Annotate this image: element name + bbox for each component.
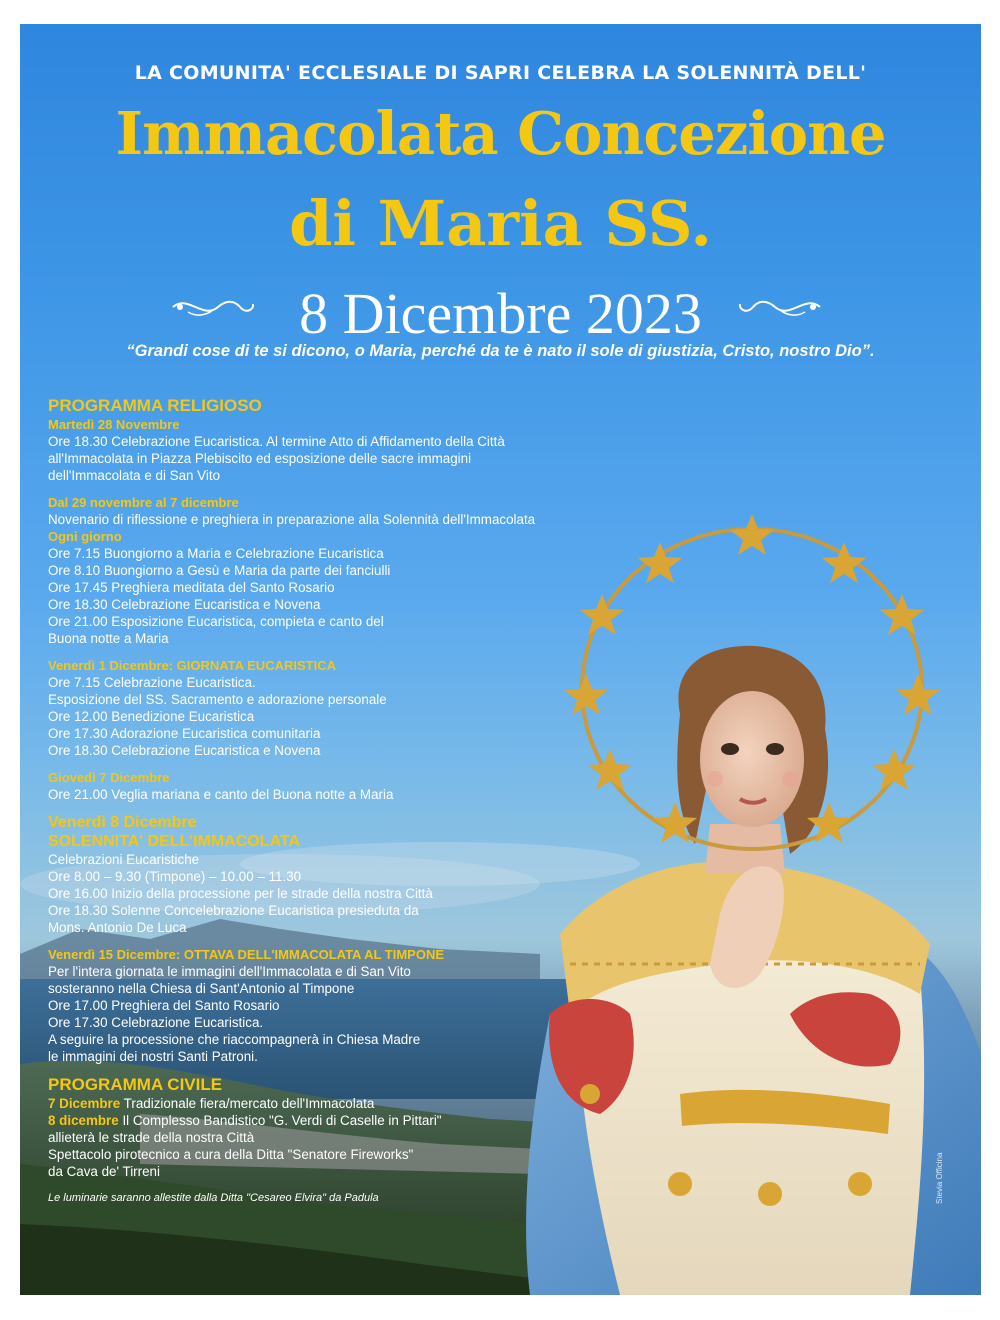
civil-text: Tradizionale fiera/mercato dell'Immacolata [120,1096,375,1111]
program-line: sosteranno nella Chiesa di Sant'Antonio al Timpone [48,981,355,996]
program-line: Buona notte a Maria [48,631,169,646]
devotional-quote: “Grandi cose di te si dicono, o Maria, perché da te è nato il sole di giustizia, Cristo, nostro Dio”. [126,342,875,360]
program-line: Ore 17.45 Preghiera meditata del Santo Rosario [48,580,335,595]
program-line: Per l'intera giornata le immagini dell'Immacolata e di San Vito [48,964,411,979]
program-line: Ore 18.30 Celebrazione Eucaristica e Novena [48,597,321,612]
program-line: da Cava de' Tirreni [48,1164,160,1179]
program-line: Ore 8.00 – 9.30 (Timpone) – 10.00 – 11.30 [48,869,302,884]
civil-text: Il Complesso Bandistico "G. Verdi di Caselle in Pittari" [118,1113,442,1128]
program-line: Ore 21.00 Esposizione Eucaristica, compieta e canto del [48,614,384,629]
program-line: dell'Immacolata e di San Vito [48,468,221,483]
civil-program-heading: PROGRAMMA CIVILE [48,1075,223,1094]
program-line: Novenario di riflessione e preghiera in preparazione alla Solennità dell'Immacolata [48,512,536,527]
program-line: Ore 18.30 Celebrazione Eucaristica e Novena [48,743,321,758]
program-line: Esposizione del SS. Sacramento e adorazione personale [48,692,387,707]
program-line: Ore 16.00 Inizio della processione per le strade della nostra Città [48,886,433,901]
flourish-right-icon [735,292,825,322]
program-text [48,396,608,1207]
luminarie-note: Le luminarie saranno allestite dalla Ditta "Cesareo Elvira" da Padula [48,1192,379,1204]
program-line: Ore 17.00 Preghiera del Santo Rosario [48,998,280,1013]
program-line: A seguire la processione che riaccompagnerà in Chiesa Madre [48,1032,421,1047]
date-heading: Martedì 28 Novembre [48,417,180,432]
date-heading: Venerdì 15 Dicembre: OTTAVA DELL'IMMACOLATA AL TIMPONE [48,947,445,962]
religious-program-heading: PROGRAMMA RELIGIOSO [48,396,262,415]
program-line [48,1112,608,1129]
intro-line: LA COMUNITA' ECCLESIALE DI SAPRI CELEBRA LA SOLENNITÀ DELL' [134,62,867,84]
poster [20,24,981,1295]
program-line: Ore 18.30 Solenne Concelebrazione Eucaristica presieduta da [48,903,419,918]
date-heading: Giovedì 7 Dicembre [48,770,170,785]
program-line: Ore 17.30 Adorazione Eucaristica comunitaria [48,726,321,741]
civil-date: 7 Dicembre [48,1096,121,1111]
program-line: Mons. Antonio De Luca [48,920,187,935]
date-heading: Venerdì 1 Dicembre: GIORNATA EUCARISTICA [48,658,336,673]
program-line: Ore 8.10 Buongiorno a Gesù e Maria da parte dei fanciulli [48,563,391,578]
program-line: le immagini dei nostri Santi Patroni. [48,1049,258,1064]
event-date: 8 Dicembre 2023 [299,281,702,346]
program-line: Spettacolo pirotecnico a cura della Ditta "Senatore Fireworks" [48,1147,414,1162]
title-line-2: di Maria SS. [289,187,712,260]
program-line: Ore 18.30 Celebrazione Eucaristica. Al termine Atto di Affidamento della Città [48,434,505,449]
civil-date: 8 dicembre [48,1113,119,1128]
feast-day-subheading: SOLENNITA' DELL'IMMACOLATA [48,833,301,850]
date-heading: Dal 29 novembre al 7 dicembre [48,495,239,510]
program-line: Ore 7.15 Celebrazione Eucaristica. [48,675,256,690]
title-line-1: Immacolata Concezione [115,99,886,168]
feast-day-heading: Venerdì 8 Dicembre [48,814,197,831]
subheading: Ogni giorno [48,529,122,544]
photo-credit: Stevia Officina [935,1152,944,1204]
program-line: Ore 12.00 Benedizione Eucaristica [48,709,255,724]
program-line: Ore 7.15 Buongiorno a Maria e Celebrazione Eucaristica [48,546,384,561]
program-line [48,1095,608,1112]
program-line: Ore 21.00 Veglia mariana e canto del Buona notte a Maria [48,787,394,802]
program-line: Celebrazioni Eucaristiche [48,852,200,867]
program-line: allieterà le strade della nostra Città [48,1130,255,1145]
program-line: Ore 17.30 Celebrazione Eucaristica. [48,1015,264,1030]
program-line: all'Immacolata in Piazza Plebiscito ed esposizione delle sacre immagini [48,451,472,466]
